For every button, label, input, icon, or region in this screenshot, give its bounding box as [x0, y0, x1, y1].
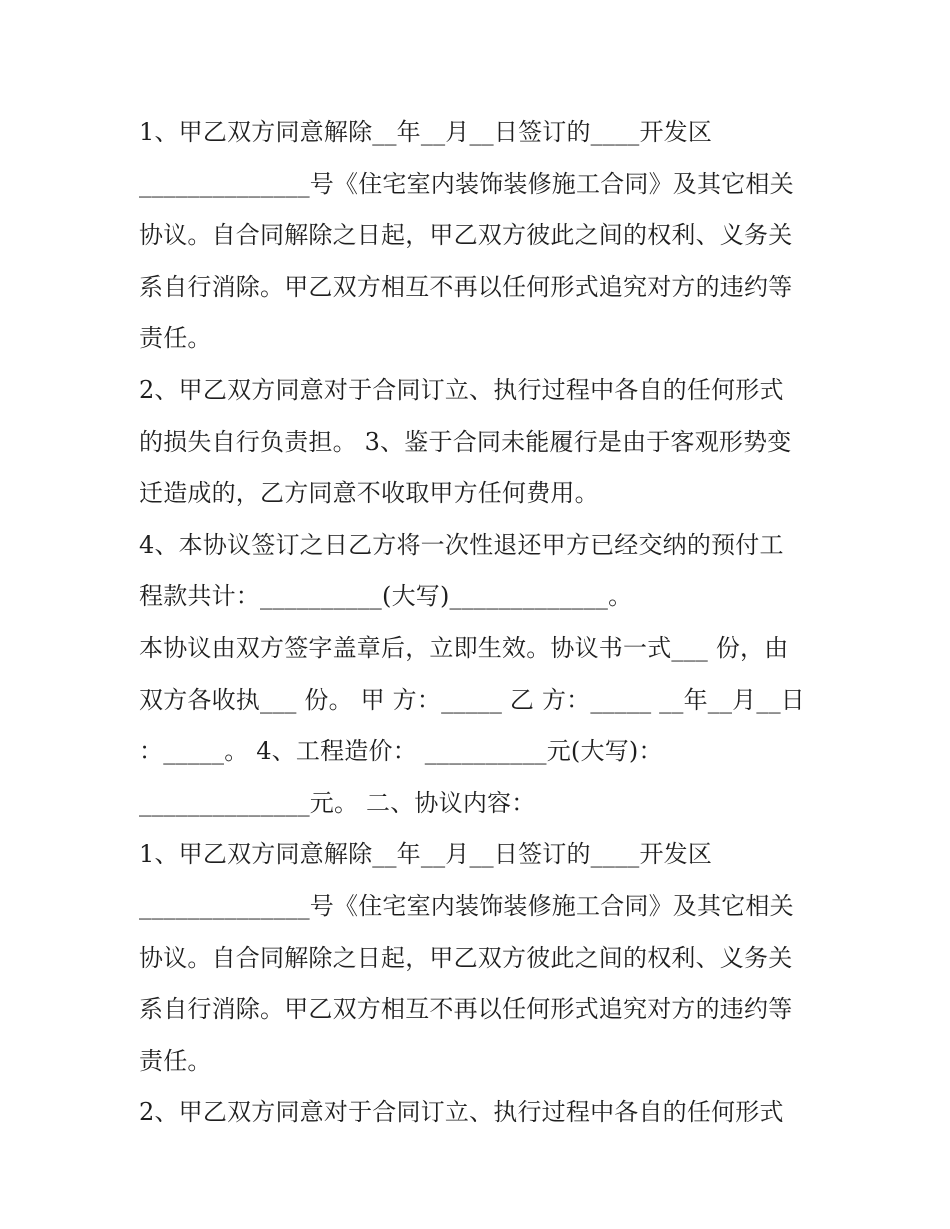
text-line-5: 责任。 — [139, 324, 212, 353]
text-line-15: 1、甲乙双方同意解除__年__月__日签订的____开发区 — [139, 840, 713, 869]
text-line-14: ______________元。 二、协议内容： — [139, 788, 536, 817]
text-line-12: 双方各收执___ 份。 甲 方：_____ 乙 方：_____ __年__月__日 — [139, 685, 805, 714]
text-line-4: 系自行消除。甲乙双方相互不再以任何形式追究对方的违约等 — [139, 272, 793, 301]
text-line-1: 1、甲乙双方同意解除__年__月__日签订的____开发区 — [139, 118, 713, 146]
text-line-3: 协议。自合同解除之日起，甲乙双方彼此之间的权利、义务关 — [139, 221, 793, 250]
text-line-13: ：_____。 4、工程造价： __________元(大写)： — [139, 737, 663, 766]
text-line-9: 4、本协议签订之日乙方将一次性退还甲方已经交纳的预付工 — [139, 530, 784, 559]
text-line-6: 2、甲乙双方同意对于合同订立、执行过程中各自的任何形式 — [139, 375, 784, 404]
text-line-18: 系自行消除。甲乙双方相互不再以任何形式追究对方的违约等 — [139, 995, 793, 1024]
text-line-19: 责任。 — [139, 1046, 212, 1075]
text-line-2: ______________号《住宅室内装饰装修施工合同》及其它相关 — [139, 169, 794, 198]
text-line-11: 本协议由双方签字盖章后，立即生效。协议书一式___ 份，由 — [139, 633, 789, 662]
text-line-20: 2、甲乙双方同意对于合同订立、执行过程中各自的任何形式 — [139, 1098, 784, 1127]
document-body — [139, 107, 829, 1139]
text-line-7: 的损失自行负责担。 3、鉴于合同未能履行是由于客观形势变 — [139, 427, 792, 456]
text-line-10: 程款共计：__________(大写)_____________。 — [139, 582, 633, 611]
text-line-16: ______________号《住宅室内装饰装修施工合同》及其它相关 — [139, 891, 794, 920]
text-line-17: 协议。自合同解除之日起，甲乙双方彼此之间的权利、义务关 — [139, 943, 793, 972]
text-line-8: 迁造成的，乙方同意不收取甲方任何费用。 — [139, 479, 599, 508]
